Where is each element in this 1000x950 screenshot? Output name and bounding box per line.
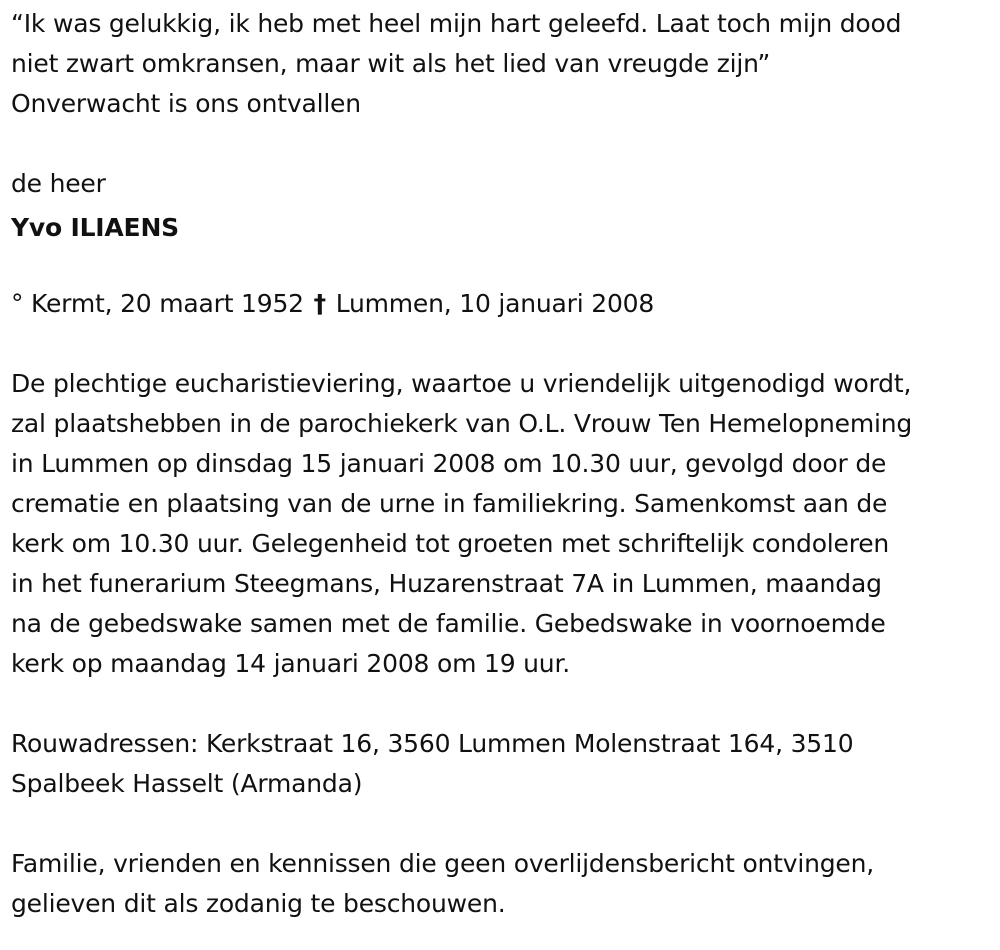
birth-date: ° Kermt, 20 maart 1952 (11, 289, 304, 318)
ceremony-line: in het funerarium Steegmans, Huzarenstraat 7A in Lummen, maandag (11, 569, 882, 598)
ceremony-paragraph (11, 364, 996, 684)
deceased-name: Yvo ILIAENS (11, 213, 179, 242)
ceremony-line: na de gebedswake samen met de familie. Gebedswake in voornoemde (11, 609, 886, 638)
spacer (11, 324, 996, 364)
spacer (11, 124, 996, 164)
obituary-notice (11, 4, 996, 924)
life-dates (11, 284, 996, 324)
ceremony-line: kerk op maandag 14 januari 2008 om 19 uur. (11, 649, 570, 678)
ceremony-line: crematie en plaatsing van de urne in familiekring. Samenkomst aan de (11, 489, 888, 518)
ceremony-line: kerk om 10.30 uur. Gelegenheid tot groeten met schriftelijk condoleren (11, 529, 890, 558)
closing-line: gelieven dit als zodanig te beschouwen. (11, 889, 506, 918)
quote-line: niet zwart omkransen, maar wit als het lied van vreugde zijn” (11, 49, 771, 78)
death-date: Lummen, 10 januari 2008 (335, 289, 655, 318)
announcement-text: Onverwacht is ons ontvallen (11, 89, 361, 118)
quote-line: “Ik was gelukkig, ik heb met heel mijn hart geleefd. Laat toch mijn dood (11, 9, 902, 38)
closing-paragraph (11, 844, 996, 924)
salutation-text: de heer (11, 169, 106, 198)
quote-paragraph (11, 4, 996, 84)
ceremony-line: De plechtige eucharistieviering, waartoe u vriendelijk uitgenodigd wordt, (11, 369, 912, 398)
addresses-paragraph (11, 724, 996, 804)
ceremony-line: zal plaatshebben in de parochiekerk van O.L. Vrouw Ten Hemelopneming (11, 409, 913, 438)
ceremony-line: in Lummen op dinsdag 15 januari 2008 om 10.30 uur, gevolgd door de (11, 449, 887, 478)
closing-line: Familie, vrienden en kennissen die geen overlijdensbericht ontvingen, (11, 849, 875, 878)
spacer (11, 804, 996, 844)
cross-icon: † (313, 289, 326, 318)
address-line: Rouwadressen: Kerkstraat 16, 3560 Lummen Molenstraat 164, 3510 (11, 729, 854, 758)
address-line: Spalbeek Hasselt (Armanda) (11, 769, 363, 798)
spacer (11, 684, 996, 724)
spacer (11, 252, 996, 284)
